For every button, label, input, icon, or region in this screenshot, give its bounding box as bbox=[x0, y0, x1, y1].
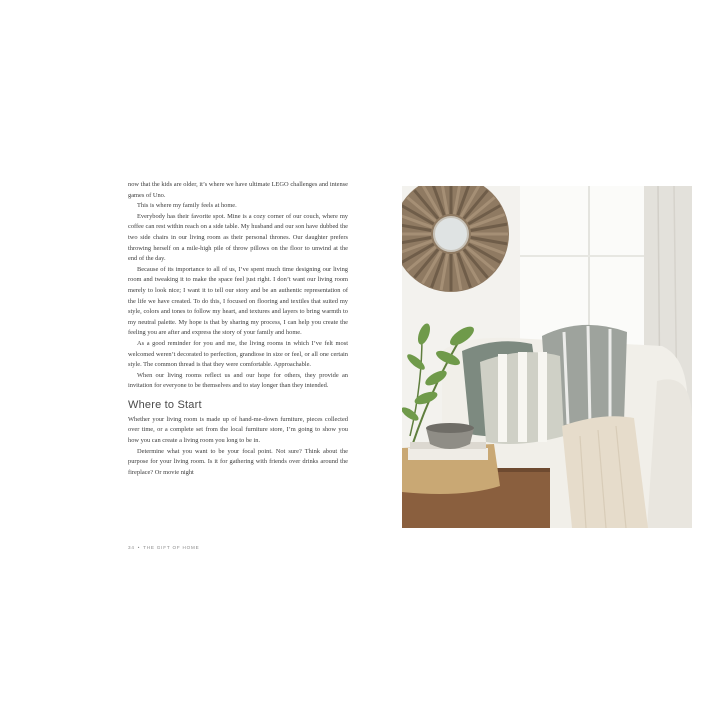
pillow-stripe bbox=[588, 326, 590, 426]
mirror-glass bbox=[434, 217, 468, 251]
body-paragraph: now that the kids are older, it’s where we have ultimate LEGO challenges and intense games of Uno. bbox=[128, 181, 348, 199]
running-title: THE GIFT OF HOME bbox=[143, 545, 200, 550]
striped-pillow bbox=[480, 352, 564, 444]
pillow-stripe bbox=[498, 354, 507, 442]
body-bottom-paragraphs bbox=[128, 415, 348, 479]
section-heading: Where to Start bbox=[128, 398, 202, 411]
bowl-rim bbox=[426, 423, 474, 433]
body-paragraph: Because of its importance to all of us, I’ve spent much time designing our living room and tweaking it to make the space feel just right. I don’t want our living room merely to look nice; I want it to tell our story and be an authentic representation of the life we have created. To do this, I focused on flooring and textiles that suited my style, colors and tones to follow my heart, and textures and layers to bring warmth to my neutral palette. My hope is that by sharing my process, I can help you create the feeling you are after and express the story of your family and home. bbox=[128, 265, 348, 337]
body-paragraph: Everybody has their favorite spot. Mine is a cozy corner of our couch, where my coffee can rest within reach on a side table. My husband and our son have dubbed the two side chairs in our living room as their personal thrones. Our daughter prefers throwing herself on a mile-high pile of throw pillows on the floor to unwind at the end of the day. bbox=[128, 212, 348, 263]
body-paragraph: Determine what you want to be your focal point. Not sure? Think about the purpose for your living room. Is it for gathering with friends over drinks around the fireplace? Or movie night bbox=[128, 447, 348, 476]
pillow-stripe bbox=[518, 352, 527, 442]
pillow-stripe bbox=[538, 352, 547, 442]
body-paragraph: This is where my family feels at home. bbox=[137, 202, 237, 210]
page-number: 34 bbox=[128, 545, 135, 550]
book bbox=[408, 448, 488, 460]
living-room-illustration bbox=[402, 186, 692, 528]
body-paragraph: Whether your living room is made up of hand-me-down furniture, pieces collected over time, or a complete set from the local furniture store, I’m going to show you how you can create a living room you long to be in. bbox=[128, 415, 348, 445]
page-footer bbox=[128, 545, 200, 550]
body-paragraph: As a good reminder for you and me, the living rooms in which I’ve felt most welcomed weren’t decorated to perfection, grandiose in size or feel, or all one certain style. The common thread is that they were comfortable. Approachable. bbox=[128, 339, 348, 369]
body-paragraph: When our living rooms reflect us and our hope for others, they provide an invitation for everyone to be themselves and to stay longer than they intended. bbox=[128, 371, 348, 390]
body-text-column bbox=[128, 180, 348, 478]
folio-bullet: • bbox=[137, 545, 141, 550]
living-room-photo bbox=[402, 186, 692, 528]
body-top-paragraphs bbox=[128, 180, 348, 392]
